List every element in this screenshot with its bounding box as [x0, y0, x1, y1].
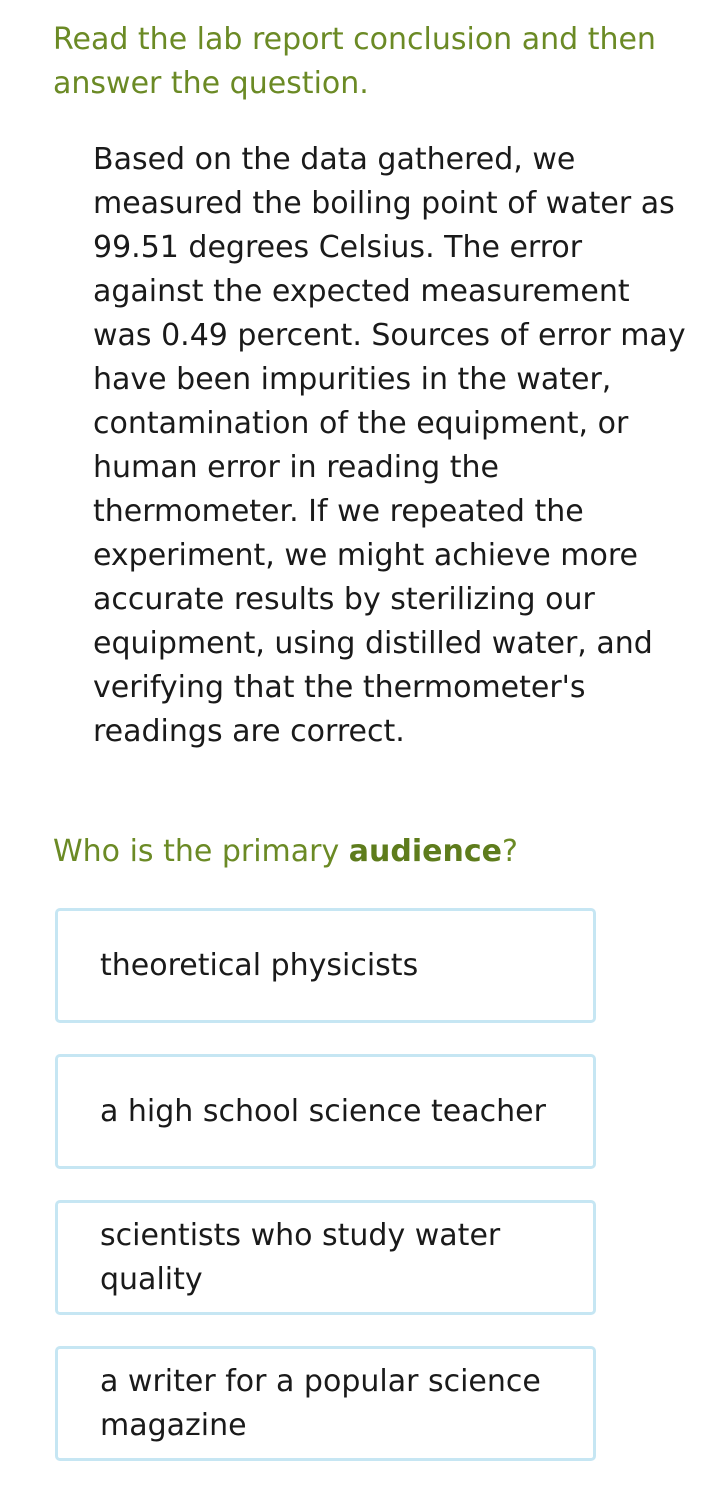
answer-choice-water-scientists[interactable]	[55, 1200, 596, 1315]
answer-choice-theoretical-physicists[interactable]	[55, 908, 596, 1023]
answer-choice-label: theoretical physicists	[100, 947, 419, 983]
instructions-text: Read the lab report conclusion and then answer the question.	[53, 22, 656, 101]
question-prompt	[53, 830, 673, 874]
answer-choice-label: a high school science teacher	[100, 1093, 546, 1129]
answer-choice-label: a writer for a popular science magazine	[100, 1363, 541, 1443]
answer-choice-magazine-writer[interactable]	[55, 1346, 596, 1461]
answer-choice-high-school-teacher[interactable]	[55, 1054, 596, 1169]
question-emphasis: audience	[348, 834, 502, 869]
answer-choices	[55, 908, 596, 1492]
answer-choice-label: scientists who study water quality	[100, 1217, 501, 1297]
lab-report-passage: Based on the data gathered, we measured the boiling point of water as 99.51 degrees Celsius. The error against the expected measurement was 0.49 percent. Sources of error may have been impurities in the water, contamination of the equipment, or human error in reading the thermometer. If we repeated the experiment, we might achieve more accurate results by sterilizing our equipment, using distilled water, and verifying that the thermometer's readings are correct.	[93, 142, 686, 749]
question-suffix: ?	[501, 834, 518, 869]
question-prefix: Who is the primary	[53, 834, 349, 869]
